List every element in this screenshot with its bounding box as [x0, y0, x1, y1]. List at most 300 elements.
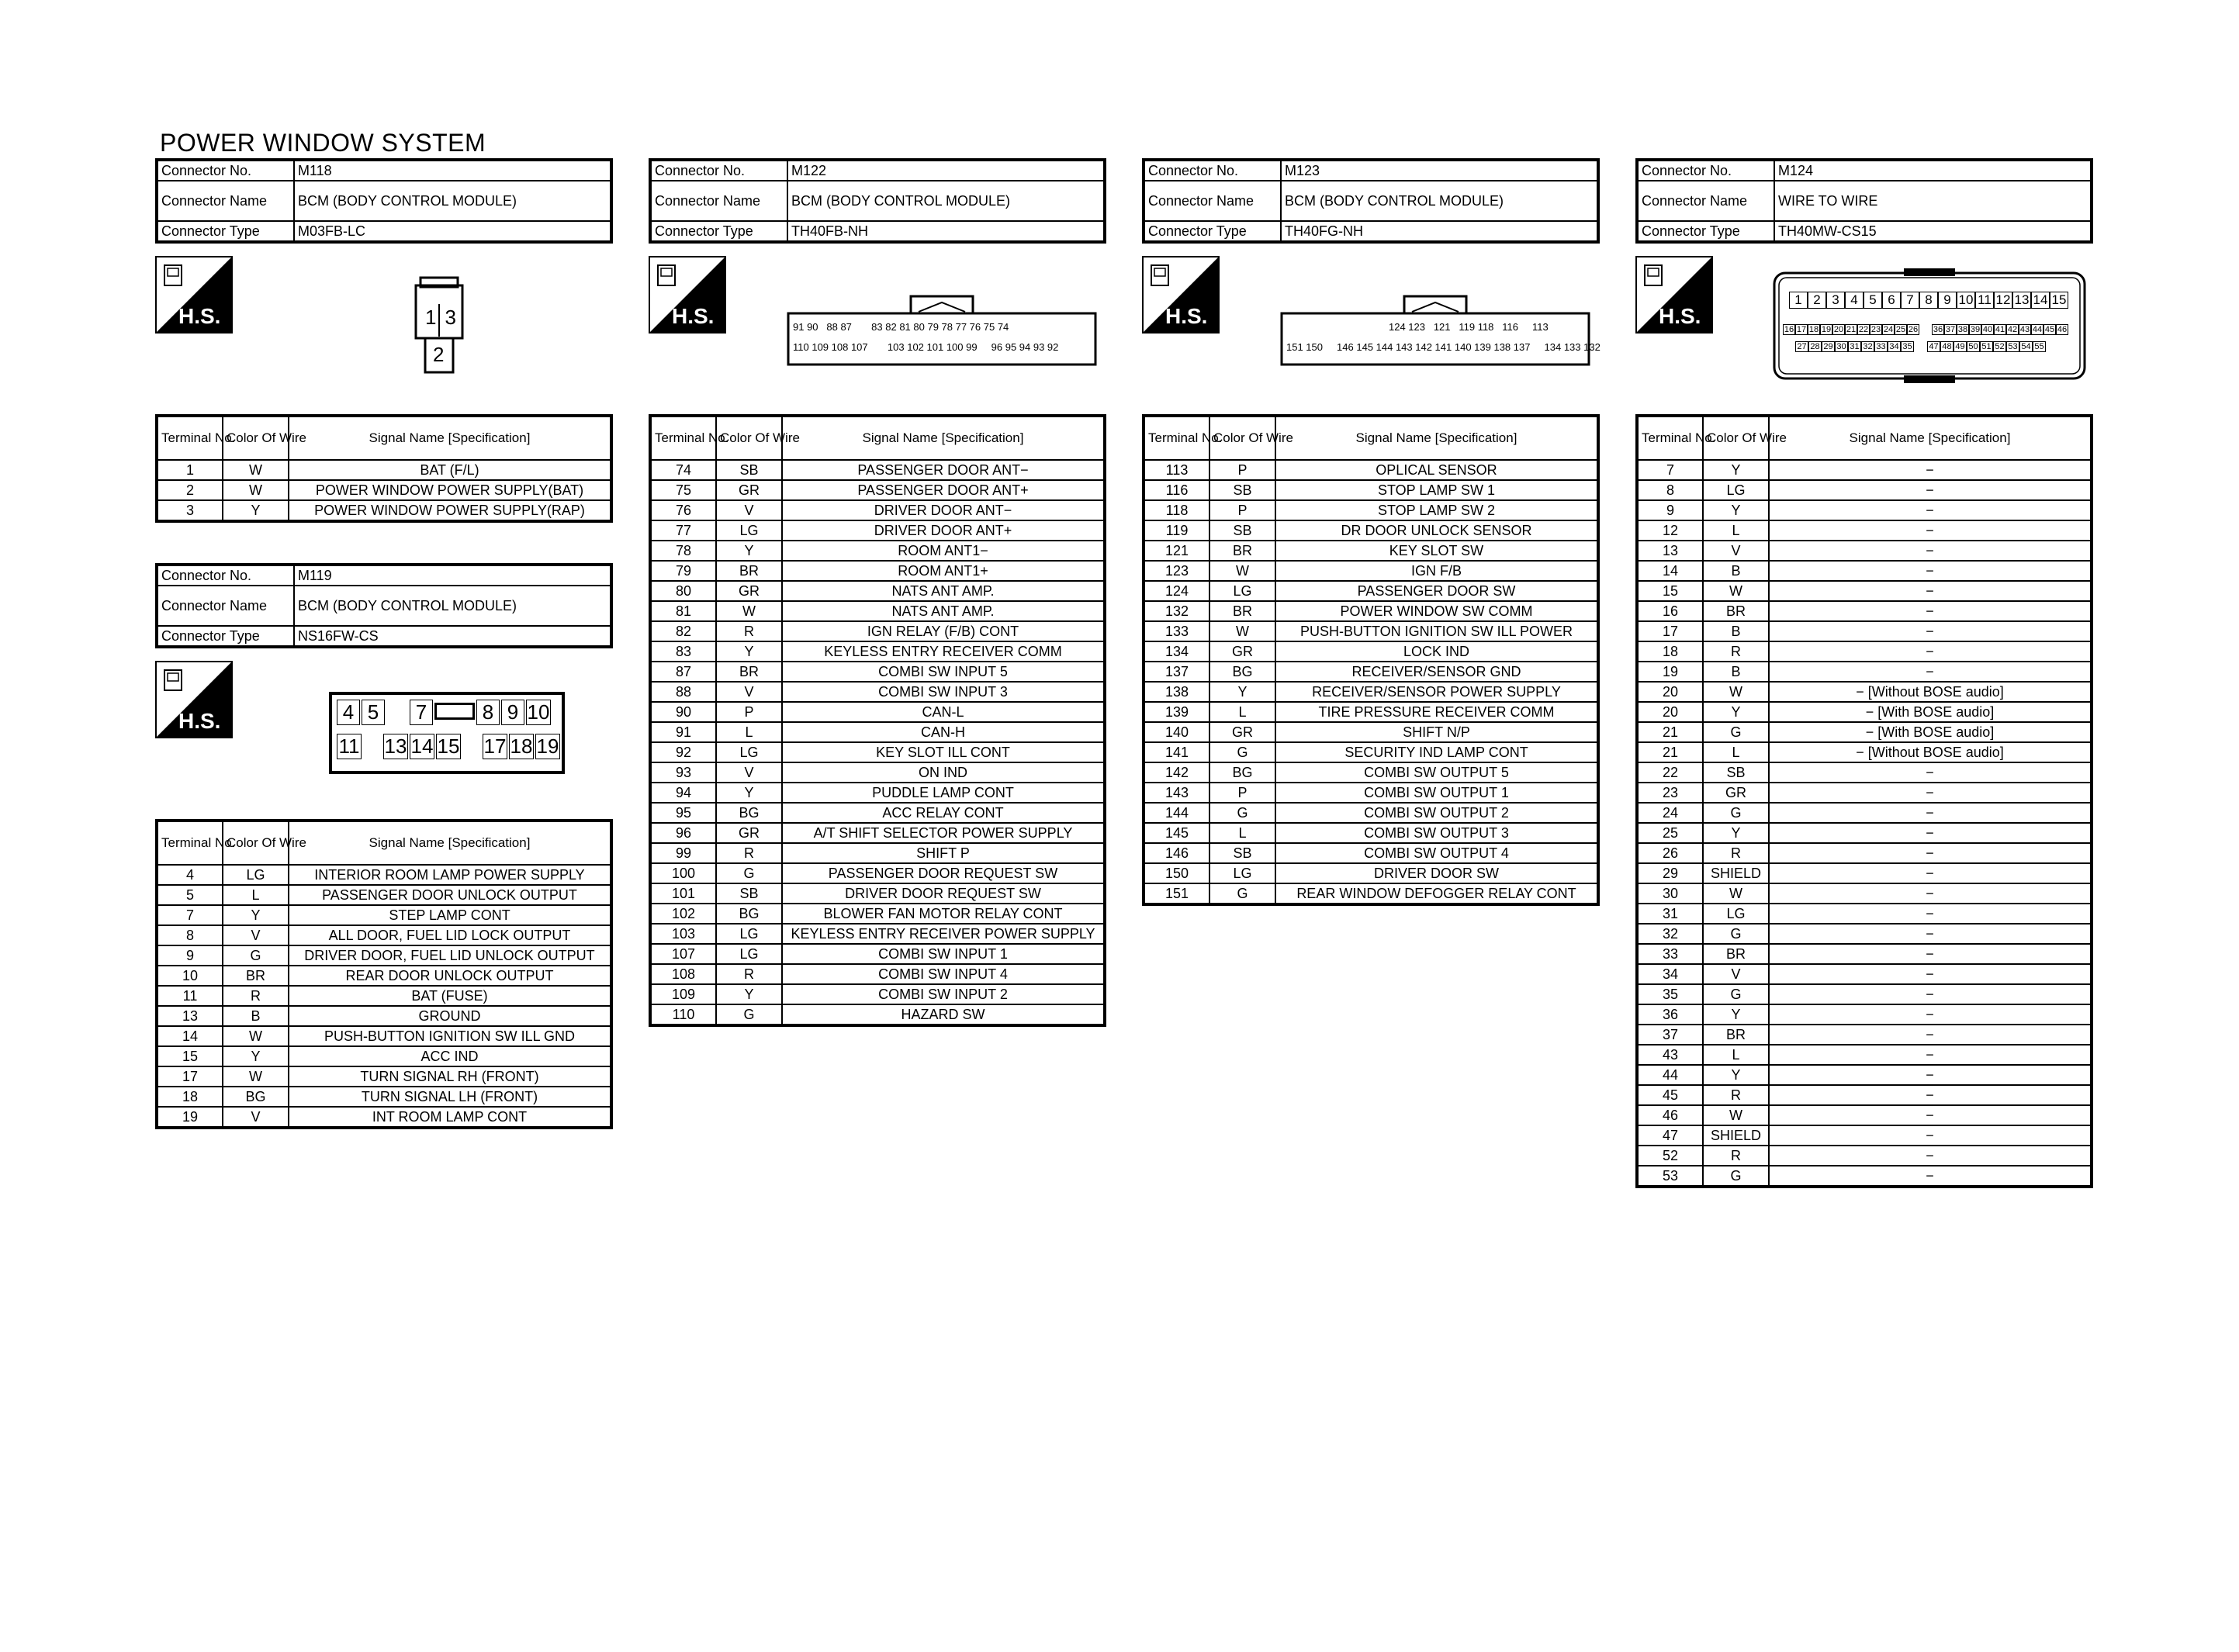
table-row	[1637, 601, 2092, 621]
table-row	[1637, 823, 2092, 843]
terminal-no-cell: 103	[650, 924, 716, 944]
table-row	[1144, 601, 1598, 621]
wire-color-cell: R	[716, 964, 782, 984]
signal-name-cell: −	[1769, 1045, 2092, 1065]
pin-label: 17	[1796, 325, 1807, 334]
table-row	[1637, 1085, 2092, 1105]
wire-color-cell: G	[1209, 803, 1275, 823]
signal-name-cell: −	[1769, 621, 2092, 641]
terminal-no-cell: 139	[1144, 702, 1209, 722]
wire-color-cell: GR	[1703, 783, 1769, 803]
terminal-no-cell: 46	[1637, 1105, 1703, 1125]
terminal-no-cell: 21	[1637, 742, 1703, 762]
table-row	[650, 460, 1105, 480]
wire-color-cell: L	[1703, 520, 1769, 541]
table-row	[1144, 662, 1598, 682]
wire-color-cell: G	[1703, 722, 1769, 742]
terminal-no-cell: 92	[650, 742, 716, 762]
terminal-no-cell: 150	[1144, 863, 1209, 883]
pin-row-bottom: 110 109 108 107 103 102 101 100 99 96 95 94 93 92	[793, 341, 1059, 353]
terminal-table-block-m118	[155, 414, 613, 523]
wire-color-cell: SHIELD	[1703, 1125, 1769, 1146]
wire-color-cell: LG	[1209, 863, 1275, 883]
wire-color-cell: B	[1703, 561, 1769, 581]
terminal-table-block-m119	[155, 819, 613, 1129]
wire-color-cell: Y	[1703, 823, 1769, 843]
table-row	[157, 480, 611, 500]
terminal-no-cell: 4	[157, 865, 223, 885]
wire-color-cell: LG	[223, 865, 289, 885]
table-row	[1637, 1025, 2092, 1045]
table-row	[1144, 500, 1598, 520]
wire-color-cell: G	[1209, 883, 1275, 904]
pin-label: 14	[2031, 292, 2050, 309]
terminal-no-header: Terminal No.	[1637, 416, 1703, 460]
pin-label: 30	[1835, 341, 1848, 352]
terminal-no-cell: 21	[1637, 722, 1703, 742]
terminal-no-cell: 32	[1637, 924, 1703, 944]
wire-color-cell: G	[1703, 924, 1769, 944]
table-row	[650, 783, 1105, 803]
color-of-wire-header: Color Of Wire	[223, 416, 289, 460]
table-row	[650, 762, 1105, 783]
wire-color-cell: V	[716, 682, 782, 702]
terminal-no-cell: 15	[157, 1046, 223, 1066]
terminal-no-cell: 19	[1637, 662, 1703, 682]
signal-name-cell: −	[1769, 944, 2092, 964]
wire-color-cell: LG	[716, 924, 782, 944]
pin-label: 25	[1895, 325, 1906, 334]
pin-label	[462, 734, 481, 759]
pin-label: 14	[410, 734, 434, 758]
terminal-no-cell: 75	[650, 480, 716, 500]
terminal-no-cell: 29	[1637, 863, 1703, 883]
wire-color-cell: BR	[1703, 1025, 1769, 1045]
connector-no-value: M124	[1774, 160, 2092, 181]
wire-color-cell: W	[1703, 1105, 1769, 1125]
wire-color-cell: P	[716, 702, 782, 722]
terminal-no-cell: 43	[1637, 1045, 1703, 1065]
connector-no-label: Connector No.	[157, 160, 294, 181]
table-row	[1637, 1125, 2092, 1146]
connector-type-label: Connector Type	[157, 626, 294, 647]
table-row	[1144, 823, 1598, 843]
terminal-no-cell: 113	[1144, 460, 1209, 480]
wire-color-cell: GR	[1209, 722, 1275, 742]
terminal-no-cell: 5	[157, 885, 223, 905]
wire-color-cell: V	[223, 1107, 289, 1128]
connector-info-m122	[649, 158, 1106, 244]
wire-color-cell: R	[1703, 1146, 1769, 1166]
signal-name-cell: COMBI SW OUTPUT 2	[1275, 803, 1598, 823]
pin-label: 10	[527, 700, 550, 724]
terminal-no-cell: 13	[157, 1006, 223, 1026]
table-row	[157, 925, 611, 945]
terminal-no-cell: 1	[157, 460, 223, 480]
wire-color-cell: V	[716, 500, 782, 520]
wire-color-cell: Y	[1703, 460, 1769, 480]
pin-label: 47	[1927, 341, 1940, 352]
terminal-no-cell: 88	[650, 682, 716, 702]
wire-color-cell: LG	[1703, 904, 1769, 924]
signal-name-cell: −	[1769, 662, 2092, 682]
terminal-no-cell: 45	[1637, 1085, 1703, 1105]
wire-color-cell: SHIELD	[1703, 863, 1769, 883]
terminal-table-m124	[1635, 414, 2093, 1188]
wire-color-cell: R	[716, 843, 782, 863]
wire-color-cell: P	[1209, 460, 1275, 480]
signal-name-cell: −	[1769, 1125, 2092, 1146]
signal-name-cell: PASSENGER DOOR ANT−	[782, 460, 1105, 480]
terminal-no-cell: 24	[1637, 803, 1703, 823]
pin-label: 22	[1858, 325, 1869, 334]
table-row	[157, 865, 611, 885]
pin-label	[386, 700, 408, 725]
wire-color-cell: W	[1703, 581, 1769, 601]
signal-name-cell: COMBI SW INPUT 1	[782, 944, 1105, 964]
wire-color-cell: R	[1703, 843, 1769, 863]
signal-name-cell: HAZARD SW	[782, 1004, 1105, 1025]
table-row	[1144, 480, 1598, 500]
signal-name-cell: GROUND	[289, 1006, 611, 1026]
table-row	[650, 803, 1105, 823]
signal-name-header: Signal Name [Specification]	[289, 821, 611, 865]
table-row	[1637, 682, 2092, 702]
color-of-wire-header: Color Of Wire	[223, 821, 289, 865]
table-row	[650, 823, 1105, 843]
signal-name-cell: BAT (FUSE)	[289, 986, 611, 1006]
connector-block-m124	[1635, 158, 2093, 244]
pin-label: 49	[1954, 341, 1967, 352]
pin-label: 1	[425, 306, 437, 329]
connector-info-m123	[1142, 158, 1600, 244]
harness-side-icon	[649, 256, 726, 334]
signal-name-cell: IGN F/B	[1275, 561, 1598, 581]
terminal-no-cell: 30	[1637, 883, 1703, 904]
table-row	[1637, 803, 2092, 823]
terminal-no-cell: 93	[650, 762, 716, 783]
harness-side-icon	[155, 661, 233, 738]
pin-label: 31	[1848, 341, 1861, 352]
pin-label: 44	[2032, 325, 2043, 334]
connector-info-m119	[155, 563, 613, 648]
terminal-no-cell: 82	[650, 621, 716, 641]
pin-label	[1919, 324, 1932, 335]
signal-name-cell: COMBI SW INPUT 4	[782, 964, 1105, 984]
terminal-table-m122	[649, 414, 1106, 1027]
signal-name-cell: PASSENGER DOOR SW	[1275, 581, 1598, 601]
table-row	[1637, 742, 2092, 762]
wire-color-cell: Y	[223, 1046, 289, 1066]
connector-type-value: NS16FW-CS	[294, 626, 611, 647]
wire-color-cell: V	[223, 925, 289, 945]
pin-label: 34	[1888, 341, 1901, 352]
wire-color-cell: G	[1703, 984, 1769, 1004]
pin-label: 9	[501, 700, 524, 725]
pin-label: 7	[410, 700, 433, 725]
signal-name-cell: COMBI SW INPUT 2	[782, 984, 1105, 1004]
wire-color-cell: L	[716, 722, 782, 742]
wire-color-cell: R	[1703, 1085, 1769, 1105]
signal-name-cell: DRIVER DOOR ANT−	[782, 500, 1105, 520]
terminal-no-cell: 151	[1144, 883, 1209, 904]
connector-no-label: Connector No.	[1144, 160, 1281, 181]
terminal-no-cell: 23	[1637, 783, 1703, 803]
harness-side-icon	[155, 256, 233, 334]
wire-color-cell: LG	[716, 944, 782, 964]
connector-name-value: BCM (BODY CONTROL MODULE)	[294, 586, 611, 626]
table-row	[1637, 581, 2092, 601]
pin-label: 2	[1808, 292, 1826, 309]
wire-color-cell: W	[223, 1026, 289, 1046]
pin-label: 45	[2044, 325, 2055, 334]
table-row	[650, 722, 1105, 742]
table-row	[650, 964, 1105, 984]
wire-color-cell: B	[223, 1006, 289, 1026]
table-row	[650, 984, 1105, 1004]
table-row	[650, 520, 1105, 541]
terminal-table-m123	[1142, 414, 1600, 906]
terminal-no-cell: 101	[650, 883, 716, 904]
wire-color-cell: Y	[1703, 702, 1769, 722]
terminal-no-cell: 7	[1637, 460, 1703, 480]
table-row	[1637, 460, 2092, 480]
signal-name-cell: −	[1769, 561, 2092, 581]
color-of-wire-header: Color Of Wire	[1209, 416, 1275, 460]
terminal-no-cell: 78	[650, 541, 716, 561]
signal-name-cell: ON IND	[782, 762, 1105, 783]
table-row	[650, 843, 1105, 863]
table-row	[1637, 1065, 2092, 1085]
table-row	[1637, 1004, 2092, 1025]
terminal-no-cell: 123	[1144, 561, 1209, 581]
wire-color-cell: SB	[1209, 520, 1275, 541]
pin-label: 10	[1957, 292, 1975, 309]
table-row	[650, 561, 1105, 581]
table-row	[1637, 883, 2092, 904]
signal-name-cell: COMBI SW INPUT 3	[782, 682, 1105, 702]
pin-label: 6	[1882, 292, 1901, 309]
connector-name-value: BCM (BODY CONTROL MODULE)	[787, 181, 1105, 221]
pin-label: 3	[1826, 292, 1845, 309]
pin-label: 55	[2033, 341, 2046, 352]
terminal-no-cell: 96	[650, 823, 716, 843]
terminal-no-cell: 137	[1144, 662, 1209, 682]
signal-name-cell: ROOM ANT1+	[782, 561, 1105, 581]
table-row	[157, 1046, 611, 1066]
wire-color-cell: Y	[1703, 500, 1769, 520]
signal-name-cell: −	[1769, 863, 2092, 883]
table-row	[650, 480, 1105, 500]
table-row	[1637, 944, 2092, 964]
table-row	[1637, 662, 2092, 682]
signal-name-cell: COMBI SW OUTPUT 4	[1275, 843, 1598, 863]
terminal-no-cell: 121	[1144, 541, 1209, 561]
signal-name-cell: ACC IND	[289, 1046, 611, 1066]
signal-name-cell: DRIVER DOOR, FUEL LID UNLOCK OUTPUT	[289, 945, 611, 966]
wire-color-cell: G	[223, 945, 289, 966]
terminal-no-cell: 110	[650, 1004, 716, 1025]
signal-name-cell: −	[1769, 641, 2092, 662]
terminal-no-cell: 22	[1637, 762, 1703, 783]
signal-name-cell: −	[1769, 1025, 2092, 1045]
table-row	[650, 662, 1105, 682]
signal-name-cell: STOP LAMP SW 2	[1275, 500, 1598, 520]
connector-type-label: Connector Type	[1637, 221, 1774, 242]
table-row	[157, 986, 611, 1006]
terminal-no-cell: 76	[650, 500, 716, 520]
pin-row-top: 91 90 88 87 83 82 81 80 79 78 77 76 75 74	[793, 321, 1009, 333]
signal-name-cell: ACC RELAY CONT	[782, 803, 1105, 823]
terminal-no-cell: 31	[1637, 904, 1703, 924]
table-row	[1144, 762, 1598, 783]
wire-color-cell: B	[1703, 662, 1769, 682]
signal-name-cell: − [Without BOSE audio]	[1769, 682, 2092, 702]
terminal-no-cell: 16	[1637, 601, 1703, 621]
table-row	[650, 541, 1105, 561]
signal-name-cell: −	[1769, 1166, 2092, 1187]
terminal-no-cell: 47	[1637, 1125, 1703, 1146]
table-row	[1637, 702, 2092, 722]
pin-label: 8	[476, 700, 500, 725]
connector-face-m119	[329, 692, 565, 774]
wire-color-cell: W	[1703, 682, 1769, 702]
pin-row-bottom	[337, 734, 560, 759]
pin-label: 54	[2019, 341, 2033, 352]
pin-label: 43	[2019, 325, 2030, 334]
wire-color-cell: Y	[716, 541, 782, 561]
signal-name-cell: REAR DOOR UNLOCK OUTPUT	[289, 966, 611, 986]
pin-label: 23	[1870, 325, 1881, 334]
table-row	[650, 904, 1105, 924]
terminal-table-block-m123	[1142, 414, 1600, 906]
terminal-no-header: Terminal No.	[1144, 416, 1209, 460]
wire-color-cell: GR	[716, 581, 782, 601]
table-row	[1144, 722, 1598, 742]
wire-color-cell: Y	[716, 783, 782, 803]
terminal-no-cell: 37	[1637, 1025, 1703, 1045]
signal-name-cell: −	[1769, 520, 2092, 541]
terminal-no-cell: 14	[157, 1026, 223, 1046]
pin-label	[1914, 341, 1927, 352]
terminal-no-cell: 36	[1637, 1004, 1703, 1025]
signal-name-cell: −	[1769, 883, 2092, 904]
wire-color-cell: Y	[1703, 1004, 1769, 1025]
wire-color-cell: BR	[1703, 944, 1769, 964]
signal-name-cell: RECEIVER/SENSOR GND	[1275, 662, 1598, 682]
table-row	[1144, 460, 1598, 480]
terminal-no-cell: 33	[1637, 944, 1703, 964]
terminal-no-cell: 133	[1144, 621, 1209, 641]
pin-label: 11	[1975, 292, 1994, 309]
table-row	[1144, 641, 1598, 662]
terminal-no-cell: 102	[650, 904, 716, 924]
wire-color-cell: G	[1703, 1166, 1769, 1187]
signal-name-header: Signal Name [Specification]	[1769, 416, 2092, 460]
signal-name-cell: PASSENGER DOOR UNLOCK OUTPUT	[289, 885, 611, 905]
table-row	[650, 621, 1105, 641]
wire-color-cell: BR	[1209, 541, 1275, 561]
pin-label: 16	[1784, 325, 1794, 334]
pin-label: 42	[2007, 325, 2018, 334]
table-row	[157, 945, 611, 966]
pin-label: 12	[1994, 292, 2012, 309]
terminal-no-cell: 9	[157, 945, 223, 966]
terminal-no-cell: 10	[157, 966, 223, 986]
hs-label: H.S.	[178, 709, 221, 733]
wire-color-cell: B	[1703, 621, 1769, 641]
table-row	[1144, 803, 1598, 823]
terminal-no-cell: 12	[1637, 520, 1703, 541]
pin-label: 29	[1822, 341, 1835, 352]
table-row	[650, 500, 1105, 520]
terminal-no-cell: 3	[157, 500, 223, 521]
wire-color-cell: BR	[1703, 601, 1769, 621]
wire-color-cell: G	[1209, 742, 1275, 762]
wire-color-cell: SB	[1209, 843, 1275, 863]
connector-name-label: Connector Name	[1144, 181, 1281, 221]
table-row	[650, 863, 1105, 883]
connector-face-m123	[1280, 292, 1601, 370]
table-row	[157, 1066, 611, 1087]
pin-label: 2	[433, 343, 445, 366]
signal-name-cell: −	[1769, 601, 2092, 621]
table-row	[157, 1026, 611, 1046]
table-row	[650, 924, 1105, 944]
wire-color-cell: L	[223, 885, 289, 905]
signal-name-cell: PUSH-BUTTON IGNITION SW ILL GND	[289, 1026, 611, 1046]
signal-name-cell: − [Without BOSE audio]	[1769, 742, 2092, 762]
connector-name-label: Connector Name	[1637, 181, 1774, 221]
wire-color-cell: Y	[1703, 1065, 1769, 1085]
signal-name-cell: KEYLESS ENTRY RECEIVER COMM	[782, 641, 1105, 662]
terminal-no-cell: 25	[1637, 823, 1703, 843]
color-of-wire-header: Color Of Wire	[716, 416, 782, 460]
terminal-no-cell: 18	[157, 1087, 223, 1107]
wire-color-cell: BG	[716, 803, 782, 823]
wire-color-cell: BG	[716, 904, 782, 924]
wire-color-cell: Y	[1209, 682, 1275, 702]
signal-name-cell: TURN SIGNAL RH (FRONT)	[289, 1066, 611, 1087]
pin-label: 41	[1995, 325, 2005, 334]
pin-label: 20	[1833, 325, 1844, 334]
table-row	[1637, 641, 2092, 662]
wire-color-cell: R	[716, 621, 782, 641]
signal-name-cell: −	[1769, 1065, 2092, 1085]
wire-color-cell: GR	[1209, 641, 1275, 662]
table-row	[1637, 1045, 2092, 1065]
signal-name-cell: −	[1769, 964, 2092, 984]
wire-color-cell: SB	[716, 460, 782, 480]
wire-color-cell: GR	[716, 480, 782, 500]
pin-label: 36	[1933, 325, 1943, 334]
wire-color-cell: W	[223, 460, 289, 480]
terminal-no-cell: 138	[1144, 682, 1209, 702]
pin-label: 5	[362, 700, 385, 725]
signal-name-cell: REAR WINDOW DEFOGGER RELAY CONT	[1275, 883, 1598, 904]
signal-name-cell: PASSENGER DOOR REQUEST SW	[782, 863, 1105, 883]
terminal-no-cell: 116	[1144, 480, 1209, 500]
wire-color-cell: GR	[716, 823, 782, 843]
terminal-no-cell: 7	[157, 905, 223, 925]
signal-name-cell: ROOM ANT1−	[782, 541, 1105, 561]
connector-no-value: M119	[294, 565, 611, 586]
pin-label: 53	[2006, 341, 2019, 352]
pin-label	[363, 734, 382, 759]
signal-name-cell: POWER WINDOW POWER SUPPLY(BAT)	[289, 480, 611, 500]
wire-color-cell: BR	[1209, 601, 1275, 621]
terminal-no-cell: 146	[1144, 843, 1209, 863]
